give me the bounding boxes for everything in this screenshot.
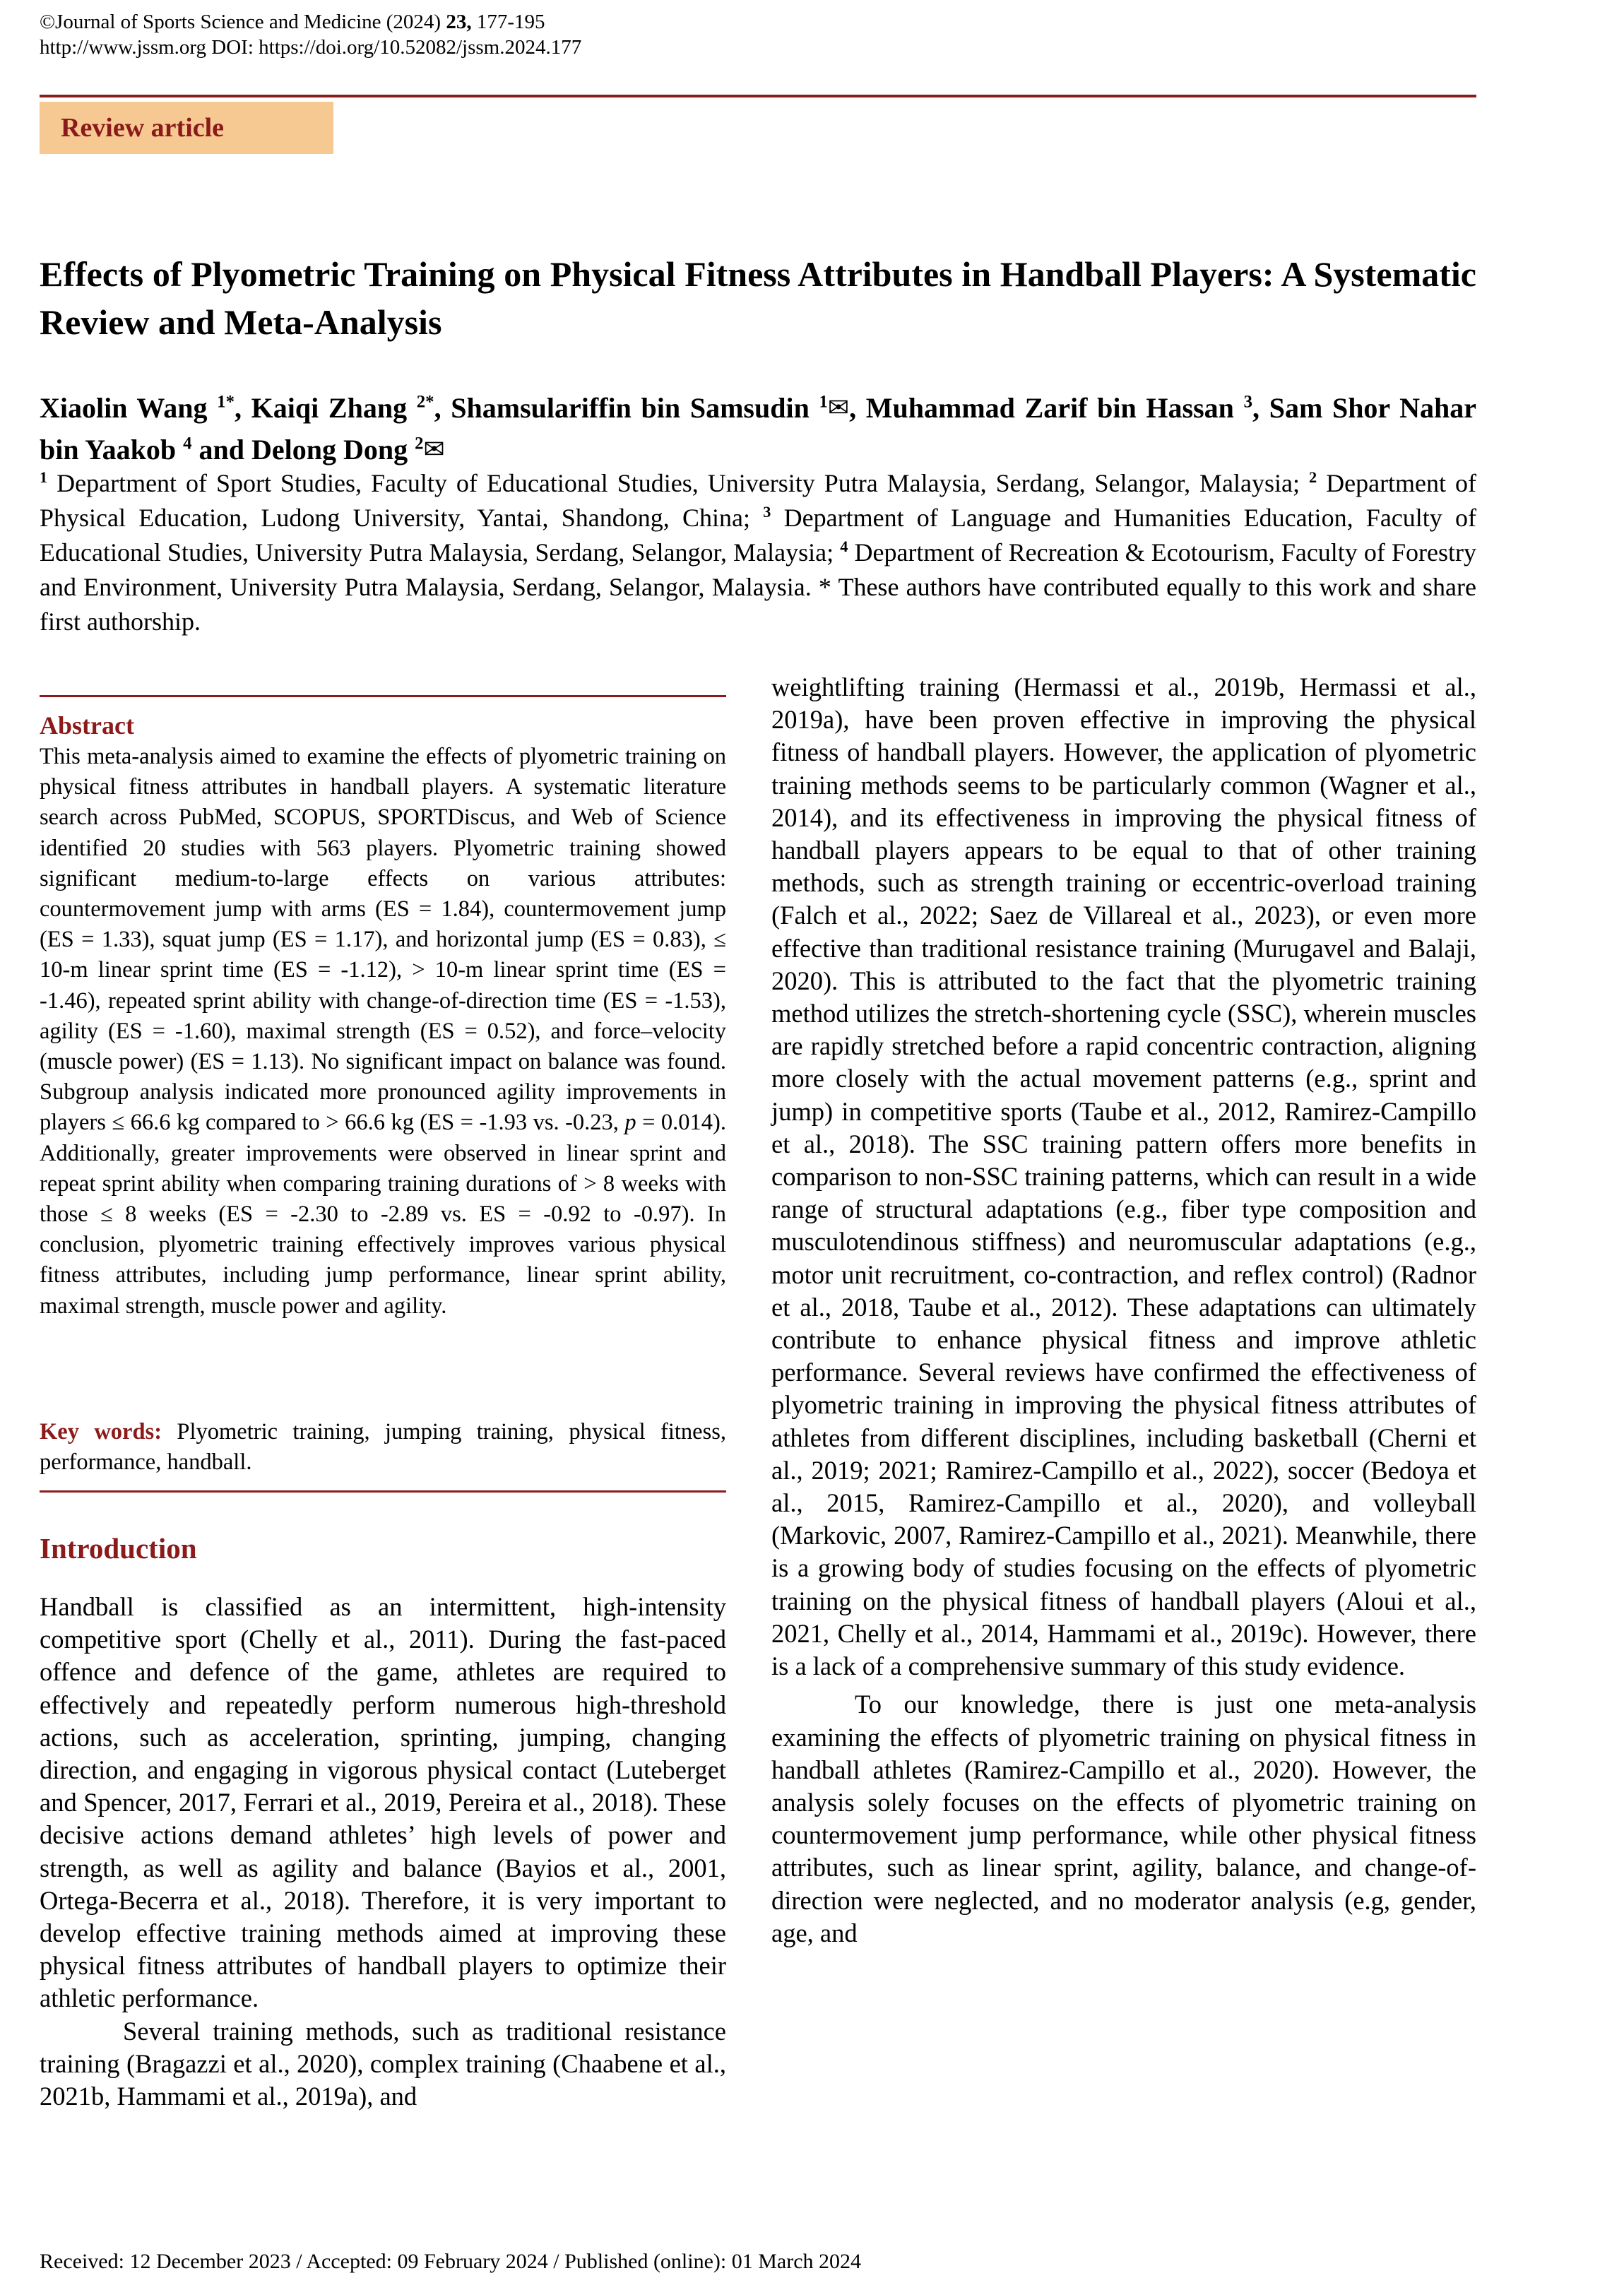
doi-line: http://www.jssm.org DOI: https://doi.org/10.52082/jssm.2024.177	[40, 36, 582, 59]
body-paragraph: To our knowledge, there is just one meta-analysis examining the effects of plyometric training on physical fitness in handball athletes (Ramirez-Campillo et al., 2020). However, the analysis solely focuses on the effects of plyometric training on countermovement jump performance, while other physical fitness attributes, such as linear sprint, agility, balance, and change-of-direction were neglected, and no moderator analysis (e.g, gender, age, and	[771, 1690, 1476, 1947]
abstract-bottom-rule	[40, 1490, 726, 1493]
intro-paragraph: Several training methods, such as traditional resistance training (Bragazzi et al., 2020), complex training (Chaabene et al., 2021b, Hammami et al., 2019a), and	[40, 2016, 726, 2111]
publication-dates: Received: 12 December 2023 / Accepted: 09 February 2024 / Published (online): 01 March 2024	[40, 2250, 862, 2273]
paper-title: Effects of Plyometric Training on Physical Fitness Attributes in Handball Players: A Systematic Review and Meta-Analysis	[40, 254, 1476, 342]
abstract-heading: Abstract	[40, 711, 134, 740]
introduction-heading: Introduction	[40, 1532, 197, 1565]
author-list: Xiaolin Wang $^{1*}$, Kaiqi Zhang $^{2*}$, Shamsulariffin bin Samsudin $^1$✉, Muhammad Zarif bin Hassan $^3$, Sam Shor Nahar bin Yaakob $^4$ and Delong Dong $^2$✉	[40, 387, 1476, 470]
keywords: Key words: Plyometric training, jumping training, physical fitness, performance, handball.	[40, 1419, 726, 1476]
body-paragraph: weightlifting training (Hermassi et al., 2019b, Hermassi et al., 2019a), have been proven effective in improving the physical fitness of handball players. However, the application of plyometric training methods seems to be particularly common (Wagner et al., 2014), and its effectiveness in improving the physical fitness of handball players appears to be equal to that of other training methods, such as strength training or eccentric-overload training (Falch et al., 2022; Saez de Villareal et al., 2023), or even more effective than traditional resistance training (Murugavel and Balaji, 2020). This is attributed to the fact that the plyometric training method utilizes the stretch-shortening cycle (SSC), wherein muscles are rapidly stretched before a rapid concentric contraction, aligning more closely with the actual movement patterns (e.g., sprint and jump) in competitive sports (Taube et al., 2012, Ramirez-Campillo et al., 2018). The SSC training pattern offers more benefits in comparison to non-SSC training patterns, which can result in a wide range of structural adaptations (e.g., fiber type composition and musculotendinous stiffness) and neuromuscular adaptations (e.g., motor unit recruitment, co-contraction, and reflex control) (Radnor et al., 2018, Taube et al., 2012). These adaptations can ultimately contribute to enhance physical fitness and improve athletic performance. Several reviews have confirmed the effectiveness of plyometric training in improving the physical fitness attributes of athletes from different disciplines, including basketball (Cherni et al., 2019; 2021; Ramirez-Campillo et al., 2022), soccer (Bedoya et al., 2015, Ramirez-Campillo et al., 2020), and volleyball (Markovic, 2007, Ramirez-Campillo et al., 2021). Meanwhile, there is a growing body of studies focusing on the effects of plyometric training on the physical fitness of handball players (Aloui et al., 2021, Chelly et al., 2014, Hammami et al., 2019c). However, there is a lack of a comprehensive summary of this study evidence.	[771, 672, 1476, 1681]
abstract-text: This meta-analysis aimed to examine the effects of plyometric training on physical fitness attributes in handball players. A systematic literature search across PubMed, SCOPUS, SPORTDiscus, and Web of Science identified 20 studies with 563 players. Plyometric training showed significant medium-to-large effects on various attributes: countermovement jump with arms (ES = 1.84), countermovement jump (ES = 1.33), squat jump (ES = 1.17), and horizontal jump (ES = 0.83), ≤ 10-m linear sprint time (ES = -1.12), > 10-m linear sprint time (ES = -1.46), repeated sprint ability with change-of-direction time (ES = -1.53), agility (ES = -1.60), maximal strength (ES = 0.52), and force–velocity (muscle power) (ES = 1.13). No significant impact on balance was found. Subgroup analysis indicated more pronounced agility improvements in players ≤ 66.6 kg compared to > 66.6 kg (ES = -1.93 vs. -0.23, p = 0.014). Additionally, greater improvements were observed in linear sprint and repeat sprint ability when comparing training durations of > 8 weeks with those ≤ 8 weeks (ES = -2.30 to -2.89 vs. ES = -0.92 to -0.97). In conclusion, plyometric training effectively improves various physical fitness attributes, including jump performance, linear sprint ability, maximal strength, muscle power and agility.	[40, 744, 727, 1319]
header-rule	[40, 95, 1476, 97]
abstract-top-rule	[40, 695, 726, 697]
email-icon[interactable]: ✉	[827, 393, 850, 422]
right-column-body	[771, 671, 1476, 1950]
article-type-badge: Review article	[40, 102, 333, 154]
introduction-body	[40, 1591, 726, 2113]
journal-citation: ©Journal of Sports Science and Medicine (2024) 23, 177-195	[40, 11, 545, 33]
email-icon[interactable]: ✉	[423, 435, 445, 463]
intro-paragraph: Handball is classified as an intermittent, high-intensity competitive sport (Chelly et al., 2011). During the fast-paced offence and defence of the game, athletes are required to effectively and repeatedly perform numerous high-threshold actions, such as acceleration, sprinting, jumping, changing direction, and engaging in vigorous physical contact (Luteberget and Spencer, 2017, Ferrari et al., 2019, Pereira et al., 2018). These decisive actions demand athletes’ high levels of power and strength, as well as agility and balance (Bayios et al., 2001, Ortega-Becerra et al., 2018). Therefore, it is very important to develop effective training methods aimed at improving these physical fitness attributes of handball players to optimize their athletic performance.	[40, 1592, 726, 2013]
affiliations: $^1$ Department of Sport Studies, Faculty of Educational Studies, University Putra Malaysia, Serdang, Selangor, Malaysia; $^2$ Department of Physical Education, Ludong University, Yantai, Shandong, China; $^3$ Department of Language and Humanities Education, Faculty of Educational Studies, University Putra Malaysia, Serdang, Selangor, Malaysia; $^4$ Department of Recreation & Ecotourism, Faculty of Forestry and Environment, University Putra Malaysia, Serdang, Selangor, Malaysia. * These authors have contributed equally to this work and share first authorship.	[40, 468, 1477, 636]
